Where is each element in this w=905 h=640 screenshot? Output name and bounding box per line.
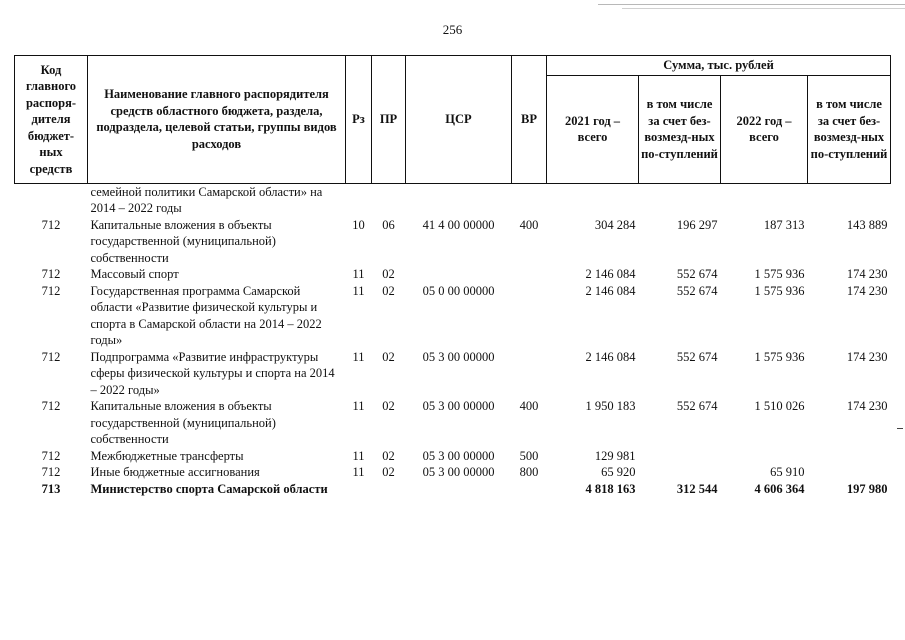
row-code: 712 [41,448,61,463]
scan-artifact-line [598,4,905,5]
row-vr: 800 [519,465,539,479]
row-csr: 05 0 00 00000 [422,283,495,298]
table-row [15,481,891,498]
row-2021-total: 2 146 084 [585,267,636,281]
row-vr [512,183,547,217]
row-2021-free: 552 674 [676,399,718,413]
row-name: Подпрограмма «Развитие инфраструктуры сферы физической культуры и спорта на 2014 – 2022 годы» [90,349,335,397]
table-row [15,266,891,283]
row-csr: 05 3 00 00000 [422,349,495,364]
header-pr: ПР [372,56,406,184]
row-name: семейной политики Самарской области» на 2014 – 2022 годы [90,184,323,215]
row-csr: 05 3 00 00000 [422,465,495,479]
row-name: Межбюджетные трансферты [90,448,244,463]
table-body [15,183,891,497]
row-name: Массовый спорт [90,267,179,281]
row-code: 712 [41,399,61,413]
row-name: Иные бюджетные ассигнования [90,465,260,479]
row-code: 712 [41,283,61,298]
row-2021-free [639,464,721,481]
row-pr: 02 [382,283,395,298]
table-row [15,398,891,448]
row-2021-free: 552 674 [676,283,718,298]
row-2021-free: 552 674 [676,267,718,281]
row-pr: 06 [382,217,395,232]
row-pr [372,481,406,498]
row-rz: 11 [352,448,365,463]
table-row [15,349,891,399]
row-2021-total: 304 284 [594,217,636,232]
row-pr: 02 [382,465,395,479]
header-csr: ЦСР [406,56,512,184]
row-csr [406,183,512,217]
row-csr [406,266,512,283]
row-2022-total: 65 910 [770,465,805,479]
row-2022-free [808,448,891,465]
header-2021-free: в том числе за счет без-возмезд-ных по-ступлений [639,75,721,183]
row-csr: 05 3 00 00000 [422,399,495,413]
row-2021-free [639,183,721,217]
row-2022-total: 4 606 364 [754,481,805,496]
row-rz [346,183,372,217]
row-pr: 02 [382,349,395,364]
row-name: Капитальные вложения в объекты государственной (муниципальной) собственности [90,399,276,446]
header-2022-free: в том числе за счет без-возмезд-ных по-ступлений [808,75,891,183]
row-code: 713 [41,481,61,496]
table-header [15,56,891,184]
row-2021-free: 196 297 [676,217,718,232]
row-2022-total [721,183,808,217]
header-2021-total: 2021 год – всего [547,75,639,183]
row-2022-free [808,183,891,217]
budget-table [14,55,891,497]
row-2021-free: 552 674 [676,349,718,364]
row-2022-total: 1 575 936 [754,283,805,298]
row-2022-free: 174 230 [846,283,888,298]
row-2021-free: 312 544 [676,481,718,496]
table-row [15,183,891,217]
row-rz: 11 [352,399,365,413]
row-2022-free: 174 230 [846,267,888,281]
row-pr: 02 [382,267,395,281]
row-2021-total [547,183,639,217]
row-vr [512,283,547,349]
header-vr: ВР [512,56,547,184]
header-code: Код главного распоря-дителя бюджет-ных средств [15,56,88,184]
row-2022-free: 174 230 [846,349,888,364]
row-csr: 05 3 00 00000 [422,448,495,463]
row-rz: 11 [352,465,365,479]
row-vr [512,266,547,283]
row-rz: 11 [352,267,365,281]
header-rz: Рз [346,56,372,184]
header-2022-total: 2022 год – всего [721,75,808,183]
row-2022-free: 174 230 [846,399,888,413]
row-2021-total: 129 981 [594,448,636,463]
row-rz [346,481,372,498]
row-csr: 41 4 00 00000 [422,217,495,232]
row-vr [512,349,547,399]
table-row [15,448,891,465]
row-name: Министерство спорта Самарской области [90,481,328,496]
row-rz: 10 [352,217,365,232]
row-2022-total: 1 575 936 [754,349,805,364]
row-code: 712 [41,349,61,364]
row-2021-free [639,448,721,465]
row-pr: 02 [382,448,395,463]
row-vr [512,481,547,498]
row-code [15,183,88,217]
row-rz: 11 [352,349,365,364]
header-name: Наименование главного распорядителя средств областного бюджета, раздела, подраздела, целевой статьи, группы видов расходов [88,56,346,184]
table-row [15,283,891,349]
row-vr: 400 [519,217,539,232]
page-number: 256 [442,22,463,37]
table-row [15,464,891,481]
row-code: 712 [41,465,61,479]
scan-artifact-tick [897,428,903,429]
row-2021-total: 1 950 183 [585,399,636,413]
row-code: 712 [41,267,61,281]
row-rz: 11 [352,283,365,298]
row-name: Капитальные вложения в объекты государственной (муниципальной) собственности [90,217,276,265]
row-2021-total: 65 920 [601,465,636,479]
row-vr: 400 [519,399,539,413]
row-pr [372,183,406,217]
row-csr [406,481,512,498]
row-2021-total: 4 818 163 [585,481,636,496]
row-pr: 02 [382,399,395,413]
row-2022-total [721,448,808,465]
row-2021-total: 2 146 084 [585,283,636,298]
row-name: Государственная программа Самарской области «Развитие физической культуры и спорта в Самарской области на 2014 – 2022 годы» [90,283,322,347]
row-vr: 500 [519,448,539,463]
row-2021-total: 2 146 084 [585,349,636,364]
row-2022-total: 1 575 936 [754,267,805,281]
row-2022-free: 143 889 [846,217,888,232]
row-2022-free [808,464,891,481]
row-2022-total: 187 313 [763,217,805,232]
row-code: 712 [41,217,61,232]
row-2022-total: 1 510 026 [754,399,805,413]
table-row [15,217,891,267]
scan-artifact-line [622,8,905,9]
header-sum-group: Сумма, тыс. рублей [547,56,891,76]
row-2022-free: 197 980 [846,481,888,496]
